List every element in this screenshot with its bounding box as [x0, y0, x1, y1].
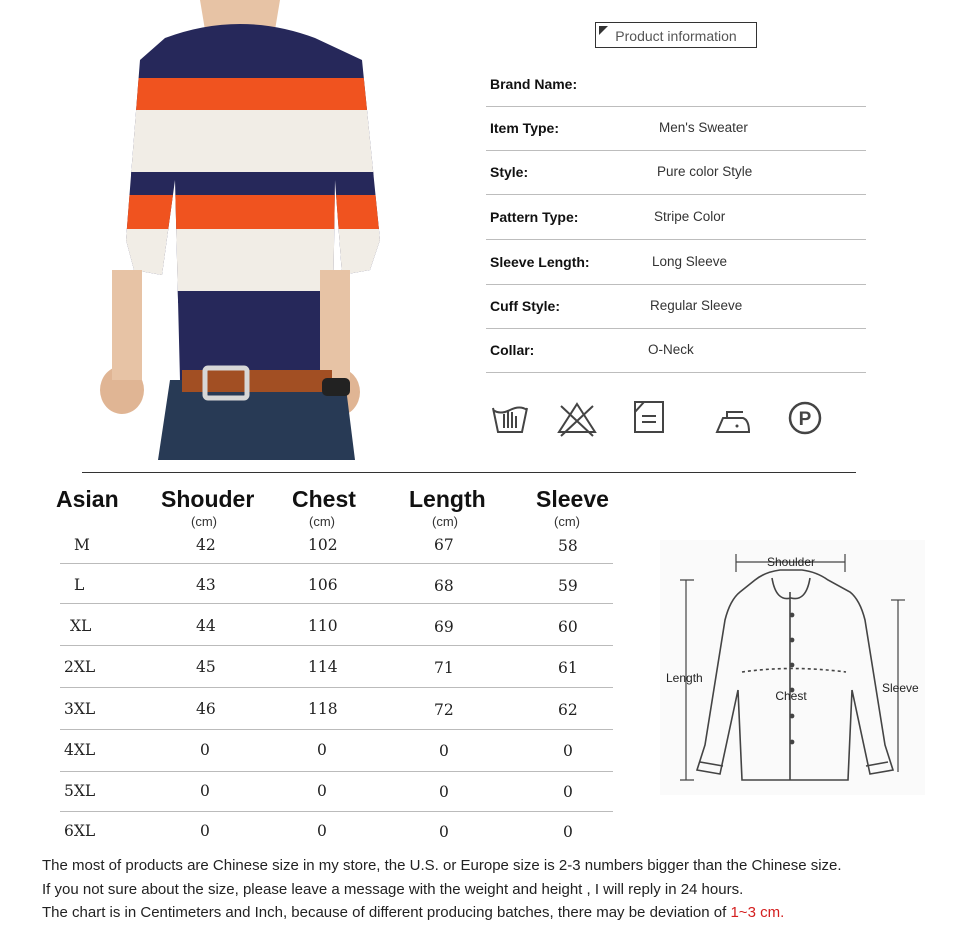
- shoulder-cell: 45: [196, 658, 216, 676]
- info-value: O-Neck: [648, 342, 694, 357]
- info-row-collar: [486, 328, 866, 373]
- info-value: Regular Sleeve: [650, 298, 743, 313]
- info-label: Sleeve Length:: [490, 254, 590, 270]
- chest-cell: 106: [308, 576, 338, 594]
- table-row: [60, 645, 613, 688]
- sleeve-cell: 59: [558, 577, 578, 595]
- col-header-length: Length: [409, 486, 486, 512]
- chest-cell: 114: [308, 658, 338, 676]
- length-cell: 72: [434, 701, 454, 719]
- sleeve-cell: 0: [563, 742, 573, 760]
- table-row: [60, 563, 613, 604]
- info-label: Item Type:: [490, 120, 559, 136]
- sleeve-cell: 0: [563, 783, 573, 801]
- table-row: [60, 603, 613, 646]
- length-label: Length: [666, 671, 703, 685]
- chest-label: Chest: [775, 689, 807, 703]
- table-row: [60, 687, 613, 730]
- info-value: Stripe Color: [654, 209, 726, 224]
- col-header-sleeve: Sleeve: [536, 486, 609, 512]
- chest-cell: 110: [308, 617, 338, 635]
- unit-label: (cm): [432, 514, 458, 529]
- size-cell: 6XL: [64, 822, 96, 840]
- info-label: Pattern Type:: [490, 209, 579, 225]
- size-cell: 4XL: [64, 741, 96, 759]
- tumble-dry-icon: [630, 398, 670, 438]
- chest-cell: 0: [317, 782, 327, 800]
- table-row: [60, 771, 613, 812]
- col-header-shoulder: Shouder: [161, 486, 255, 512]
- size-cell: 5XL: [64, 782, 96, 800]
- size-note-3: [42, 904, 784, 921]
- info-row-cuff-style: [486, 284, 866, 329]
- sleeve-label: Sleeve: [882, 681, 919, 695]
- shoulder-cell: 0: [200, 741, 210, 759]
- hand-wash-icon: [490, 398, 530, 438]
- length-cell: 68: [434, 577, 454, 595]
- shoulder-cell: 42: [196, 536, 216, 554]
- info-label: Brand Name:: [490, 76, 578, 92]
- table-row: [60, 530, 613, 564]
- info-label: Style:: [490, 164, 529, 180]
- sleeve-cell: 60: [558, 618, 578, 636]
- info-value: Long Sleeve: [652, 254, 728, 269]
- length-cell: 0: [439, 783, 449, 801]
- shoulder-cell: 43: [196, 576, 216, 594]
- dry-clean-icon: [786, 398, 826, 438]
- measurement-diagram: [660, 540, 925, 795]
- iron-icon: [713, 398, 753, 438]
- unit-label: (cm): [309, 514, 335, 529]
- size-cell: XL: [70, 617, 92, 635]
- chest-cell: 0: [317, 741, 327, 759]
- chest-cell: 118: [308, 700, 338, 718]
- shoulder-cell: 0: [200, 822, 210, 840]
- sleeve-cell: 0: [563, 823, 573, 841]
- col-header-chest: Chest: [292, 486, 356, 512]
- size-cell: L: [74, 576, 85, 594]
- size-cell: M: [74, 536, 90, 554]
- size-note-2: If you not sure about the size, please leave a message with the weight and height , I will reply in 24 hours.: [42, 881, 744, 898]
- table-row: [60, 811, 613, 851]
- product-info-header: [595, 22, 757, 48]
- info-row-sleeve-length: [486, 240, 866, 285]
- length-cell: 67: [434, 536, 454, 554]
- product-photo: [70, 0, 390, 460]
- size-cell: 3XL: [64, 700, 96, 718]
- size-note-3-text: The chart is in Centimeters and Inch, because of different producing batches, there may be deviation of: [42, 904, 731, 921]
- size-note-1: The most of products are Chinese size in my store, the U.S. or Europe size is 2-3 numbers bigger than the Chinese size.: [42, 857, 842, 874]
- shoulder-cell: 46: [196, 700, 216, 718]
- sleeve-cell: 61: [558, 659, 578, 677]
- length-cell: 71: [434, 659, 454, 677]
- shoulder-label: Shoulder: [766, 555, 816, 569]
- sleeve-cell: 58: [558, 537, 578, 555]
- unit-label: (cm): [554, 514, 580, 529]
- table-row: [60, 729, 613, 772]
- section-divider: [82, 472, 856, 473]
- info-value: Men's Sweater: [659, 120, 748, 135]
- col-header-asian: Asian: [56, 486, 119, 512]
- info-row-item-type: [486, 106, 866, 151]
- length-cell: 69: [434, 618, 454, 636]
- product-info-title: Product information: [615, 28, 737, 44]
- shoulder-cell: 44: [196, 617, 216, 635]
- chest-cell: 0: [317, 822, 327, 840]
- unit-label: (cm): [191, 514, 217, 529]
- info-row-style: [486, 150, 866, 195]
- info-label: Collar:: [490, 342, 535, 358]
- deviation-highlight: 1~3 cm.: [730, 904, 785, 921]
- size-cell: 2XL: [64, 658, 96, 676]
- length-cell: 0: [439, 742, 449, 760]
- length-cell: 0: [439, 823, 449, 841]
- sleeve-cell: 62: [558, 701, 578, 719]
- info-row-brand: [486, 62, 866, 107]
- no-bleach-icon: [557, 398, 597, 438]
- shoulder-cell: 0: [200, 782, 210, 800]
- info-value: Pure color Style: [657, 164, 753, 179]
- svg-text:P: P: [798, 409, 812, 430]
- info-row-pattern-type: [486, 195, 866, 240]
- chest-cell: 102: [308, 536, 338, 554]
- info-label: Cuff Style:: [490, 298, 560, 314]
